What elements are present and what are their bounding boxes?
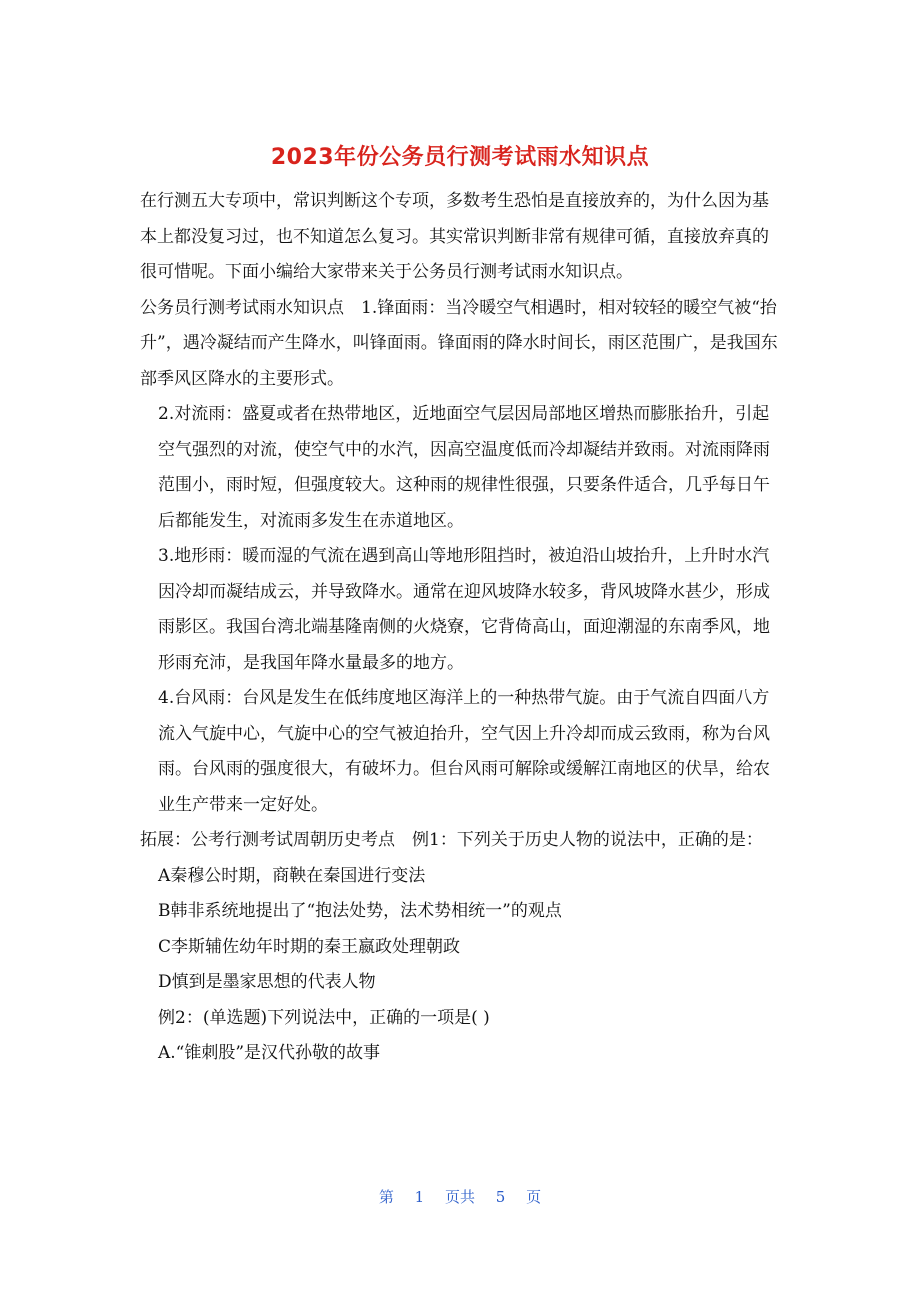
footer-total-pages: 5	[495, 1188, 506, 1206]
footer-current-page: 1	[414, 1188, 425, 1206]
option-b: B韩非系统地提出了“抱法处势，法术势相统一”的观点	[158, 901, 562, 921]
option-c: C李斯辅佐幼年时期的秦王嬴政处理朝政	[158, 936, 461, 957]
paragraph-typhoon-rain: 4.台风雨：台风是发生在低纬度地区海洋上的一种热带气旋。由于气流自四面八方流入气旋中心，气旋中心的空气被迫抬升，空气因上升冷却而成云致雨，称为台风雨。台风雨的强度很大，有破坏力。但台风雨可解除或缓解江南地区的伏旱，给农业生产带来一定好处。	[158, 688, 770, 815]
paragraph-frontal-rain: 公务员行测考试雨水知识点 1.锋面雨：当冷暖空气相遇时，相对较轻的暖空气被“抬升”，遇冷凝结而产生降水，叫锋面雨。锋面雨的降水时间长，雨区范围广，是我国东部季风区降水的主要形式。	[140, 297, 778, 389]
page-footer	[0, 1186, 920, 1207]
example-2-option-a: A.“锥刺股”是汉代孙敬的故事	[158, 1043, 381, 1063]
document-body	[140, 184, 780, 1072]
paragraph-orographic-rain: 3.地形雨：暖而湿的气流在遇到高山等地形阻挡时，被迫沿山坡抬升，上升时水汽因冷却而凝结成云，并导致降水。通常在迎风坡降水较多，背风坡降水甚少，形成雨影区。我国台湾北端基隆南侧的火烧寮，它背倚高山，面迎潮湿的东南季风，地形雨充沛，是我国年降水量最多的地方。	[158, 546, 770, 673]
example-2-question: 例2：(单选题)下列说法中，正确的一项是( )	[158, 1007, 490, 1028]
intro-paragraph: 在行测五大专项中，常识判断这个专项，多数考生恐怕是直接放弃的，为什么因为基本上都没复习过，也不知道怎么复习。其实常识判断非常有规律可循，直接放弃真的很可惜呢。下面小编给大家带来关于公务员行测考试雨水知识点。	[140, 191, 769, 282]
document-title: 2023年份公务员行测考试雨水知识点	[270, 145, 650, 170]
option-d: D慎到是墨家思想的代表人物	[158, 972, 376, 992]
footer-label-page: 第	[378, 1188, 394, 1206]
footer-label-pages: 页	[526, 1188, 542, 1206]
footer-label-of: 页共	[444, 1188, 475, 1206]
option-a: A秦穆公时期，商鞅在秦国进行变法	[158, 865, 426, 886]
paragraph-extension-example-1: 拓展：公考行测考试周朝历史考点 例1：下列关于历史人物的说法中，正确的是：	[140, 830, 763, 850]
paragraph-convective-rain: 2.对流雨：盛夏或者在热带地区，近地面空气层因局部地区增热而膨胀抬升，引起空气强烈的对流，使空气中的水汽，因高空温度低而冷却凝结并致雨。对流雨降雨范围小，雨时短，但强度较大。这种雨的规律性很强，只要条件适合，几乎每日午后都能发生，对流雨多发生在赤道地区。	[158, 404, 770, 531]
